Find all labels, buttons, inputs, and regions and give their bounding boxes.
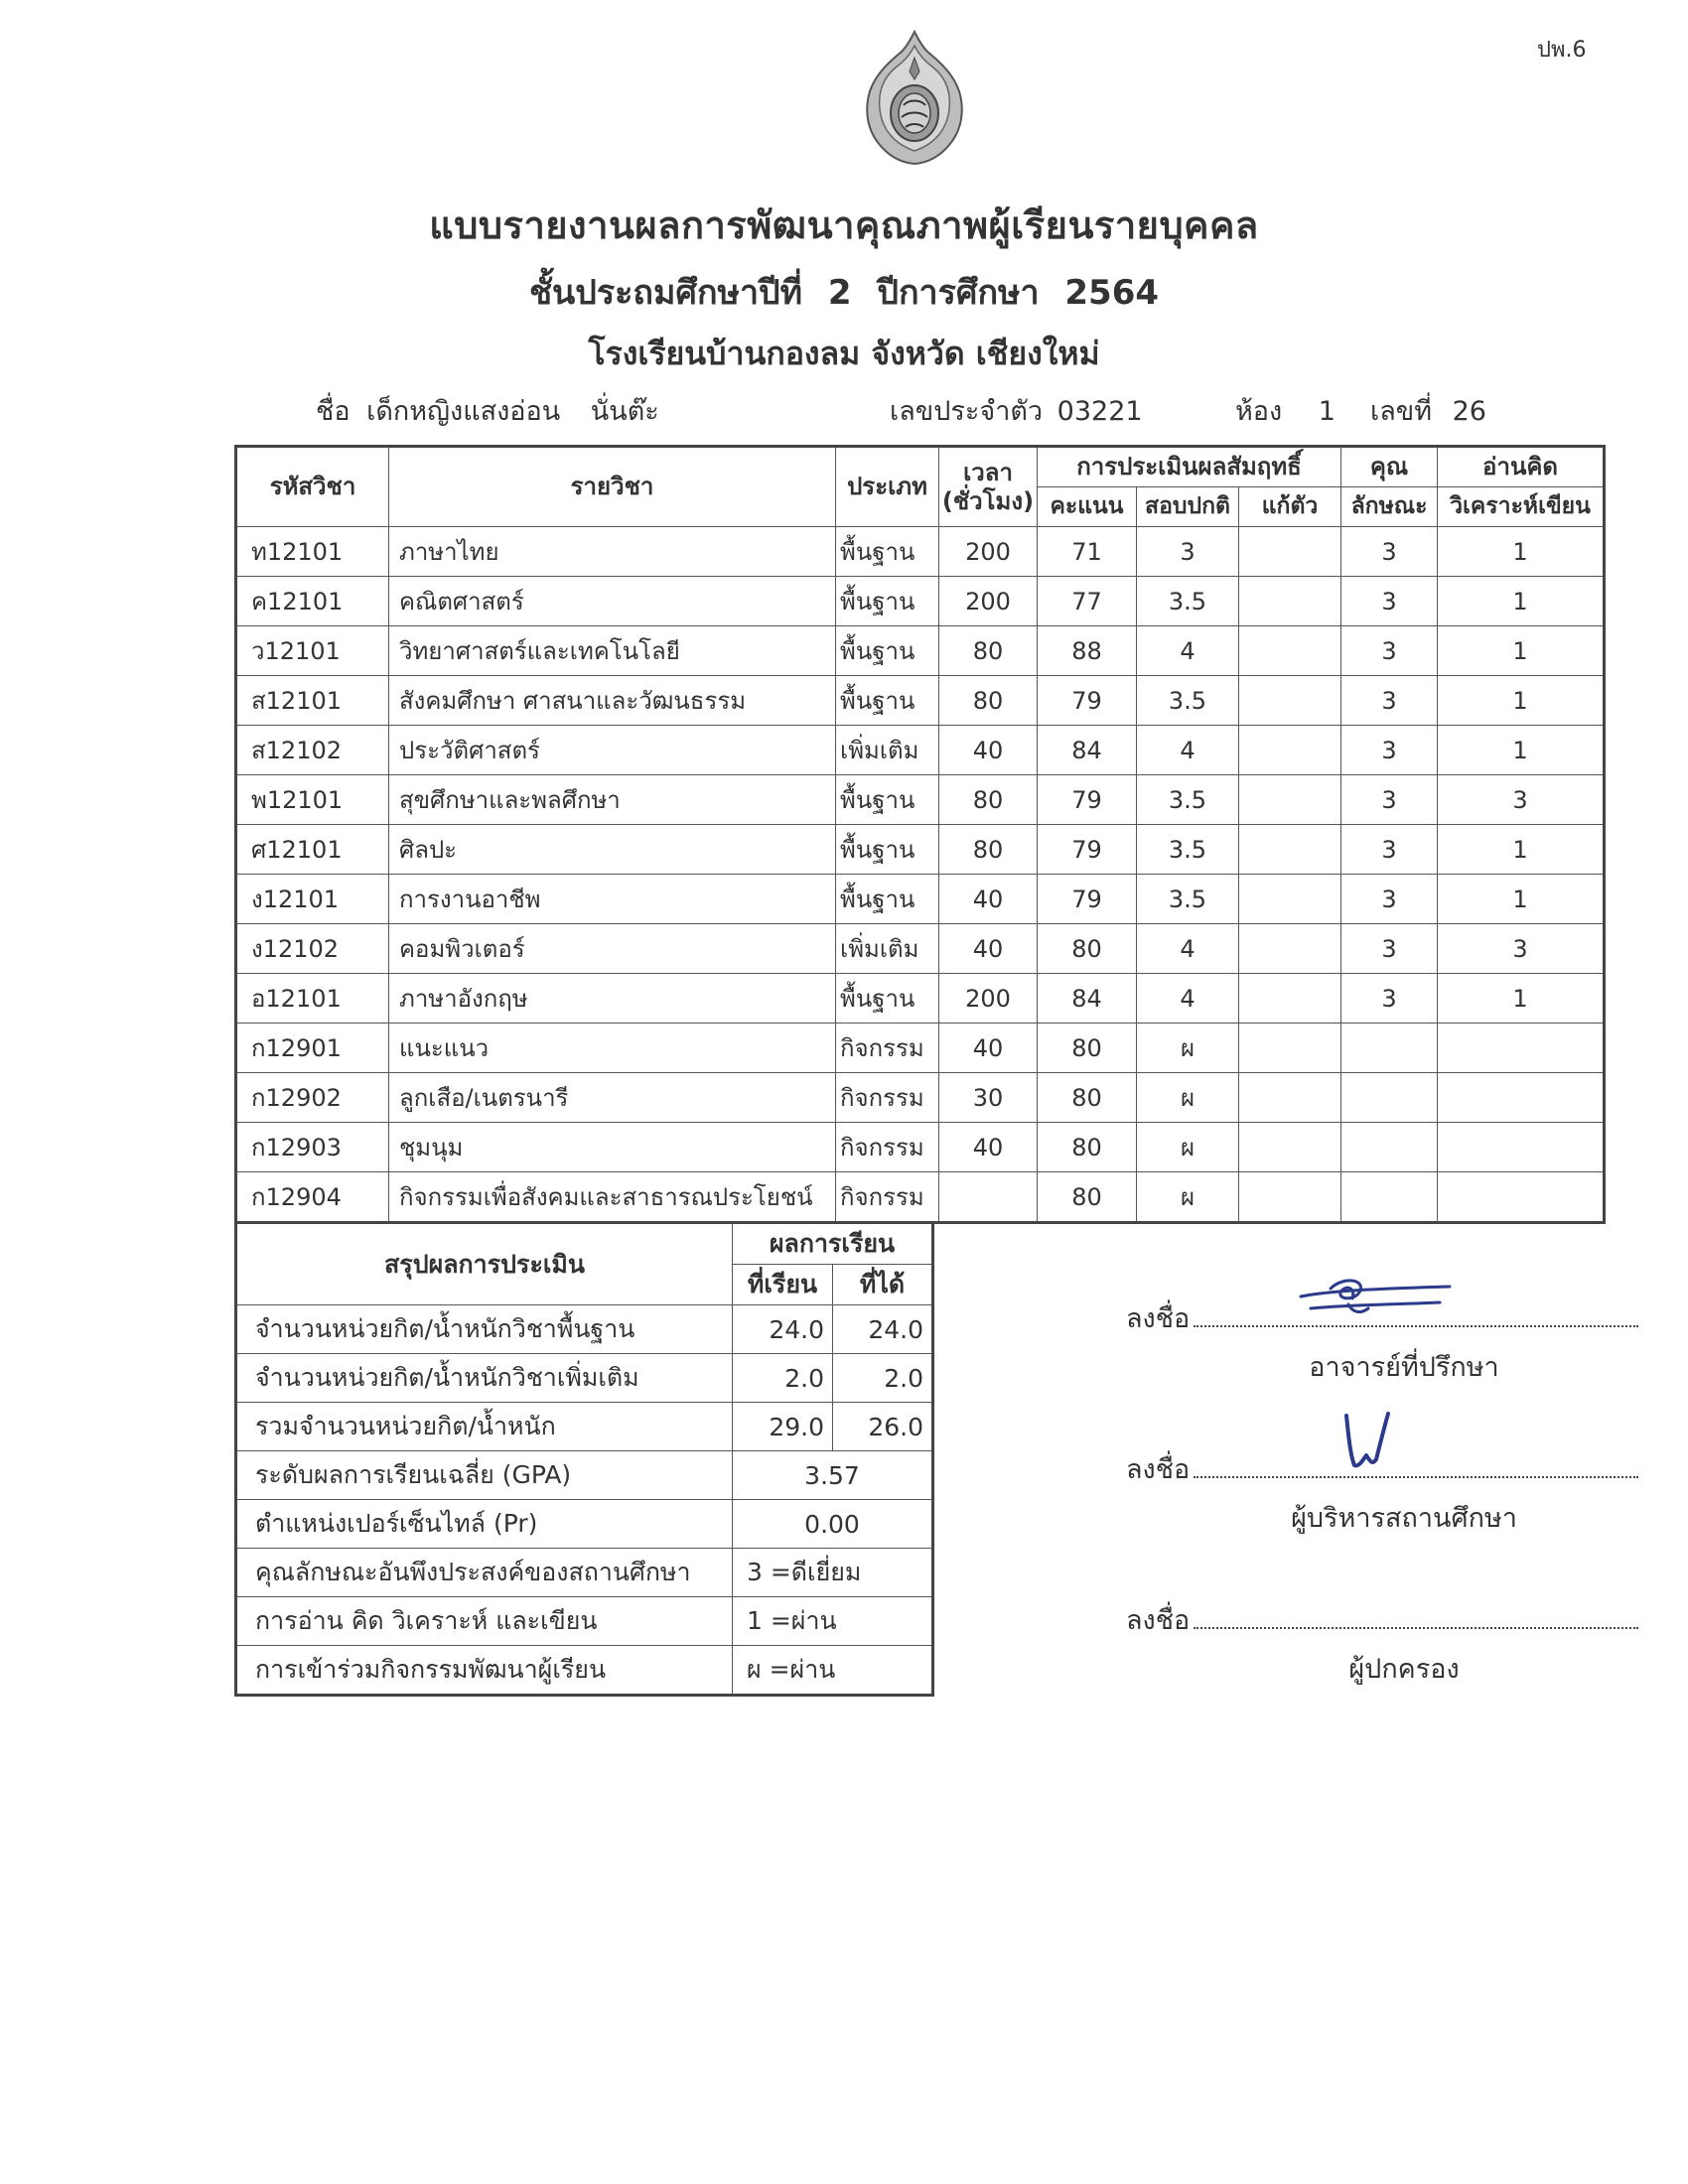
table-row — [236, 1172, 1605, 1223]
summary-earned: 24.0 — [833, 1305, 933, 1354]
subject-code: ง12101 — [236, 875, 389, 924]
grade: ผ — [1137, 1172, 1239, 1223]
col-header-character-1: คุณ — [1341, 447, 1438, 487]
character: 3 — [1341, 676, 1438, 726]
hours: 40 — [939, 1024, 1038, 1073]
summary-title: สรุปผลการประเมิน — [236, 1223, 733, 1305]
subject-code: ก12903 — [236, 1123, 389, 1172]
reading — [1438, 1172, 1605, 1223]
table-row — [236, 924, 1605, 974]
subject-type: กิจกรรม — [836, 1073, 939, 1123]
score: 79 — [1038, 825, 1137, 875]
reading — [1438, 1024, 1605, 1073]
subject-code: ท12101 — [236, 527, 389, 577]
activity-row — [236, 1646, 933, 1696]
table-row — [236, 974, 1605, 1024]
subject-code: ส12102 — [236, 726, 389, 775]
hours: 80 — [939, 676, 1038, 726]
character: 3 — [1341, 726, 1438, 775]
hours: 40 — [939, 924, 1038, 974]
remedial — [1239, 676, 1341, 726]
score: 80 — [1038, 924, 1137, 974]
summary-enrolled: 2.0 — [733, 1354, 833, 1403]
gpa-row — [236, 1451, 933, 1500]
score: 79 — [1038, 775, 1137, 825]
grade: 3.5 — [1137, 875, 1239, 924]
summary-row — [236, 1354, 933, 1403]
character-label: คุณลักษณะอันพึงประสงค์ของสถานศึกษา — [236, 1549, 733, 1597]
col-header-reading-2: วิเคราะห์เขียน — [1438, 487, 1605, 527]
hours: 40 — [939, 1123, 1038, 1172]
reading: 1 — [1438, 577, 1605, 626]
hours: 30 — [939, 1073, 1038, 1123]
remedial — [1239, 626, 1341, 676]
summary-label: จำนวนหน่วยกิต/น้ำหนักวิชาพื้นฐาน — [236, 1305, 733, 1354]
summary-header-row — [236, 1223, 933, 1265]
subject-type: พื้นฐาน — [836, 974, 939, 1024]
character: 3 — [1341, 626, 1438, 676]
summary-enrolled: 24.0 — [733, 1305, 833, 1354]
sign-label: ลงชื่อ — [1126, 1605, 1191, 1636]
subject-code: ก12904 — [236, 1172, 389, 1223]
grade: 4 — [1137, 726, 1239, 775]
activity-value: ผ =ผ่าน — [733, 1646, 933, 1696]
score: 80 — [1038, 1024, 1137, 1073]
subject-type: เพิ่มเติม — [836, 726, 939, 775]
reading-value: 1 =ผ่าน — [733, 1597, 933, 1646]
student-id-label: เลขประจำตัว — [890, 396, 1044, 427]
col-header-code: รหัสวิชา — [236, 447, 389, 527]
document-subtitle: ชั้นประถมศึกษาปีที่ 2 ปีการศึกษา 2564 — [528, 273, 1160, 313]
score: 80 — [1038, 1123, 1137, 1172]
score: 84 — [1038, 726, 1137, 775]
grade: 4 — [1137, 924, 1239, 974]
reading — [1438, 1073, 1605, 1123]
remedial — [1239, 577, 1341, 626]
subject-name: ลูกเสือ/เนตรนารี — [389, 1073, 836, 1123]
character-value: 3 =ดีเยี่ยม — [733, 1549, 933, 1597]
reading: 1 — [1438, 626, 1605, 676]
school-name: โรงเรียนบ้านกองลม จังหวัด เชียงใหม่ — [588, 335, 1100, 372]
table-row — [236, 1073, 1605, 1123]
grade: ผ — [1137, 1123, 1239, 1172]
grade: ผ — [1137, 1024, 1239, 1073]
col-header-hours — [939, 447, 1038, 527]
summary-label: รวมจำนวนหน่วยกิต/น้ำหนัก — [236, 1403, 733, 1451]
score: 80 — [1038, 1172, 1137, 1223]
col-earned: ที่ได้ — [833, 1265, 933, 1305]
sign-role: ผู้ปกครอง — [1348, 1654, 1460, 1685]
number-label: เลขที่ — [1370, 396, 1433, 427]
summary-earned: 26.0 — [833, 1403, 933, 1451]
result-header: ผลการเรียน — [733, 1223, 933, 1265]
score: 77 — [1038, 577, 1137, 626]
hours — [939, 1172, 1038, 1223]
character — [1341, 1172, 1438, 1223]
grade: 3.5 — [1137, 676, 1239, 726]
remedial — [1239, 1172, 1341, 1223]
subject-code: ง12102 — [236, 924, 389, 974]
table-row — [236, 875, 1605, 924]
reading: 1 — [1438, 974, 1605, 1024]
subject-type: พื้นฐาน — [836, 775, 939, 825]
subject-type: พื้นฐาน — [836, 825, 939, 875]
subject-name: ศิลปะ — [389, 825, 836, 875]
character: 3 — [1341, 577, 1438, 626]
character: 3 — [1341, 974, 1438, 1024]
remedial — [1239, 1073, 1341, 1123]
pr-row — [236, 1500, 933, 1549]
summary-label: จำนวนหน่วยกิต/น้ำหนักวิชาเพิ่มเติม — [236, 1354, 733, 1403]
number-value: 26 — [1452, 396, 1486, 427]
character: 3 — [1341, 775, 1438, 825]
reading-row — [236, 1597, 933, 1646]
director-signature-mark — [1340, 1410, 1400, 1473]
grade: 3.5 — [1137, 775, 1239, 825]
subject-name: ภาษาอังกฤษ — [389, 974, 836, 1024]
remedial — [1239, 775, 1341, 825]
hours: 200 — [939, 974, 1038, 1024]
room-label: ห้อง — [1235, 396, 1283, 427]
summary-table — [234, 1221, 934, 1697]
subject-name: วิทยาศาสตร์และเทคโนโลยี — [389, 626, 836, 676]
character — [1341, 1073, 1438, 1123]
score: 71 — [1038, 527, 1137, 577]
col-header-type: ประเภท — [836, 447, 939, 527]
col-header-character-2: ลักษณะ — [1341, 487, 1438, 527]
document-title: แบบรายงานผลการพัฒนาคุณภาพผู้เรียนรายบุคคล — [429, 204, 1259, 247]
score: 80 — [1038, 1073, 1137, 1123]
subject-code: ก12901 — [236, 1024, 389, 1073]
remedial — [1239, 527, 1341, 577]
score: 84 — [1038, 974, 1137, 1024]
subject-name: ภาษาไทย — [389, 527, 836, 577]
subject-name: ชุมนุม — [389, 1123, 836, 1172]
summary-row — [236, 1403, 933, 1451]
hours: 80 — [939, 775, 1038, 825]
student-name-label: ชื่อ — [316, 396, 351, 427]
table-row — [236, 726, 1605, 775]
score: 79 — [1038, 676, 1137, 726]
col-header-hours-unit: (ชั่วโมง) — [941, 486, 1035, 515]
activity-label: การเข้าร่วมกิจกรรมพัฒนาผู้เรียน — [236, 1646, 733, 1696]
subject-name: ประวัติศาสตร์ — [389, 726, 836, 775]
subject-name: คณิตศาสตร์ — [389, 577, 836, 626]
subject-name: สังคมศึกษา ศาสนาและวัฒนธรรม — [389, 676, 836, 726]
subject-code: ค12101 — [236, 577, 389, 626]
grade: 3 — [1137, 527, 1239, 577]
character — [1341, 1024, 1438, 1073]
remedial — [1239, 825, 1341, 875]
remedial — [1239, 726, 1341, 775]
hours: 80 — [939, 825, 1038, 875]
student-name-field — [316, 389, 659, 432]
col-header-hours-label: เวลา — [963, 458, 1013, 486]
hours: 200 — [939, 577, 1038, 626]
subject-code: ส12101 — [236, 676, 389, 726]
table-row — [236, 676, 1605, 726]
subject-type: กิจกรรม — [836, 1123, 939, 1172]
remedial — [1239, 875, 1341, 924]
sign-label: ลงชื่อ — [1126, 1454, 1191, 1485]
subject-code: ศ12101 — [236, 825, 389, 875]
pr-value: 0.00 — [733, 1500, 933, 1549]
sign-role: อาจารย์ที่ปรึกษา — [1309, 1352, 1499, 1383]
score: 88 — [1038, 626, 1137, 676]
reading: 1 — [1438, 825, 1605, 875]
reading: 1 — [1438, 527, 1605, 577]
col-header-reading-1: อ่านคิด — [1438, 447, 1605, 487]
room-value: 1 — [1318, 396, 1336, 427]
hours: 200 — [939, 527, 1038, 577]
school-emblem-icon — [854, 28, 975, 167]
pr-label: ตำแหน่งเปอร์เซ็นไทล์ (Pr) — [236, 1500, 733, 1549]
col-header-achievement: การประเมินผลสัมฤทธิ์ — [1038, 447, 1341, 487]
table-row — [236, 825, 1605, 875]
reading: 1 — [1438, 726, 1605, 775]
reading: 3 — [1438, 924, 1605, 974]
form-code: ปพ.6 — [1537, 38, 1587, 63]
document-header — [0, 195, 1688, 379]
signature-line — [1194, 1621, 1638, 1629]
subject-code: พ12101 — [236, 775, 389, 825]
gpa-label: ระดับผลการเรียนเฉลี่ย (GPA) — [236, 1451, 733, 1500]
summary-enrolled: 29.0 — [733, 1403, 833, 1451]
table-row — [236, 626, 1605, 676]
reading: 1 — [1438, 875, 1605, 924]
grade: ผ — [1137, 1073, 1239, 1123]
grades-table — [234, 445, 1606, 1224]
signature-line — [1194, 1470, 1638, 1478]
hours: 40 — [939, 875, 1038, 924]
subject-code: ก12902 — [236, 1073, 389, 1123]
subject-type: พื้นฐาน — [836, 577, 939, 626]
score: 79 — [1038, 875, 1137, 924]
subject-type: พื้นฐาน — [836, 875, 939, 924]
reading — [1438, 1123, 1605, 1172]
subject-code: ว12101 — [236, 626, 389, 676]
col-enrolled: ที่เรียน — [733, 1265, 833, 1305]
col-header-remedial: แก้ตัว — [1239, 487, 1341, 527]
gpa-value: 3.57 — [733, 1451, 933, 1500]
grade: 4 — [1137, 974, 1239, 1024]
student-id: 03221 — [1056, 396, 1143, 427]
subject-name: กิจกรรมเพื่อสังคมและสาธารณประโยชน์ — [389, 1172, 836, 1223]
remedial — [1239, 1024, 1341, 1073]
advisor-signature-mark — [1291, 1275, 1460, 1334]
reading-label: การอ่าน คิด วิเคราะห์ และเขียน — [236, 1597, 733, 1646]
number-field — [1370, 389, 1486, 432]
subject-code: อ12101 — [236, 974, 389, 1024]
summary-earned: 2.0 — [833, 1354, 933, 1403]
col-header-score: คะแนน — [1038, 487, 1137, 527]
table-row — [236, 1024, 1605, 1073]
character-row — [236, 1549, 933, 1597]
subject-type: เพิ่มเติม — [836, 924, 939, 974]
subject-type: พื้นฐาน — [836, 676, 939, 726]
reading: 1 — [1438, 676, 1605, 726]
subject-type: กิจกรรม — [836, 1024, 939, 1073]
subject-name: แนะแนว — [389, 1024, 836, 1073]
character: 3 — [1341, 875, 1438, 924]
signature-block-parent — [1126, 1598, 1642, 1690]
table-row — [236, 527, 1605, 577]
subject-type: พื้นฐาน — [836, 527, 939, 577]
remedial — [1239, 1123, 1341, 1172]
hours: 40 — [939, 726, 1038, 775]
subject-name: สุขศึกษาและพลศึกษา — [389, 775, 836, 825]
summary-row — [236, 1305, 933, 1354]
subject-type: พื้นฐาน — [836, 626, 939, 676]
character: 3 — [1341, 527, 1438, 577]
sign-label: ลงชื่อ — [1126, 1303, 1191, 1334]
subject-name: การงานอาชีพ — [389, 875, 836, 924]
student-name: เด็กหญิงแสงอ่อน นั่นต๊ะ — [366, 396, 659, 427]
remedial — [1239, 974, 1341, 1024]
grade: 4 — [1137, 626, 1239, 676]
table-row — [236, 1123, 1605, 1172]
character: 3 — [1341, 825, 1438, 875]
table-row — [236, 577, 1605, 626]
subject-name: คอมพิวเตอร์ — [389, 924, 836, 974]
reading: 3 — [1438, 775, 1605, 825]
room-field — [1235, 389, 1336, 432]
grade: 3.5 — [1137, 577, 1239, 626]
hours: 80 — [939, 626, 1038, 676]
grade: 3.5 — [1137, 825, 1239, 875]
character — [1341, 1123, 1438, 1172]
subject-type: กิจกรรม — [836, 1172, 939, 1223]
table-row — [236, 775, 1605, 825]
sign-role: ผู้บริหารสถานศึกษา — [1291, 1503, 1517, 1534]
col-header-subject: รายวิชา — [389, 447, 836, 527]
character: 3 — [1341, 924, 1438, 974]
col-header-normal-exam: สอบปกติ — [1137, 487, 1239, 527]
student-id-field — [890, 389, 1143, 432]
grades-header-row — [236, 447, 1605, 487]
remedial — [1239, 924, 1341, 974]
